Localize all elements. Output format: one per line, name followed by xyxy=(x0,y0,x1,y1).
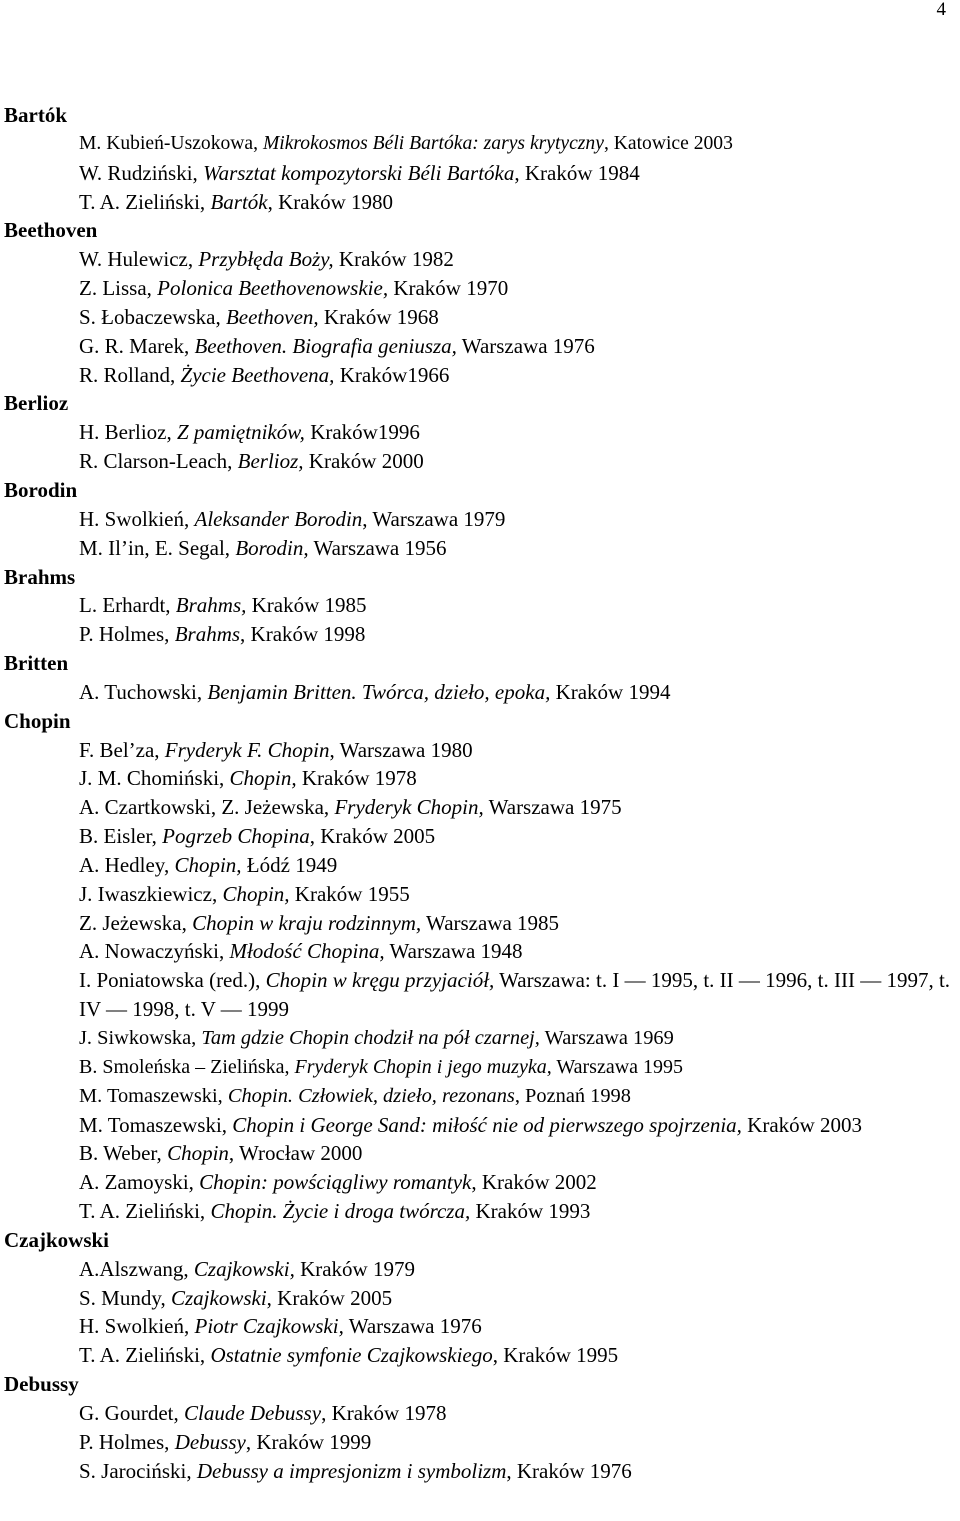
entry-author: A. Nowaczyński, xyxy=(79,939,230,964)
bib-entry xyxy=(0,245,960,274)
bib-entry xyxy=(0,159,960,188)
entry-title: Czajkowski, xyxy=(193,1256,295,1281)
section-heading: Czajkowski xyxy=(4,1227,110,1252)
entry-place: Kraków 1955 xyxy=(289,881,410,906)
bib-entry xyxy=(0,1197,960,1226)
entry-author: L. Erhardt, xyxy=(79,593,176,618)
entry-author: W. Rudziński, xyxy=(79,160,204,185)
bib-entry xyxy=(0,620,960,649)
bibliography xyxy=(0,101,960,1486)
entry-place: Kraków 1970 xyxy=(388,276,509,301)
bib-entry xyxy=(0,1053,960,1082)
bib-entry xyxy=(0,678,960,707)
bib-entry xyxy=(0,332,960,361)
bib-entry xyxy=(0,1341,960,1370)
section-heading: Britten xyxy=(4,651,69,676)
entry-author: H. Swolkień, xyxy=(79,1314,195,1339)
bib-entry xyxy=(0,130,960,159)
entry-title: Borodin, xyxy=(235,535,309,560)
entry-place: Kraków 2003 xyxy=(741,1112,863,1137)
bib-entry xyxy=(0,418,960,447)
section-heading: Borodin xyxy=(4,477,78,502)
bib-entry xyxy=(0,447,960,476)
bib-entry xyxy=(0,880,960,909)
entry-title: Benjamin Britten. Twórca, dzieło, epoka, xyxy=(207,679,551,704)
entry-place: , Kraków 1998 xyxy=(240,622,366,647)
entry-title: Przybłęda Boży, xyxy=(198,247,334,272)
entry-place: Warszawa: t. I — 1995, t. II — 1996, t. III — 1997, t. IV — 1998, t. V — 1999 xyxy=(79,968,951,1022)
entry-author: S. Jarociński, xyxy=(79,1458,197,1483)
entry-place: Kraków 1994 xyxy=(550,679,671,704)
entry-author: I. Poniatowska (red.), xyxy=(79,968,266,993)
entry-author: H. Swolkień, xyxy=(79,506,195,531)
entry-title: Życie Beethovena, xyxy=(180,362,335,387)
bib-entry xyxy=(0,764,960,793)
section-heading: Chopin xyxy=(4,708,71,733)
entry-title: Chopin, xyxy=(229,766,297,791)
entry-title: Debussy a impresjonizm i symbolizm xyxy=(196,1458,507,1483)
entry-place: , Kraków 2002 xyxy=(471,1170,597,1195)
entry-place: Kraków 1979 xyxy=(294,1256,415,1281)
bib-entry xyxy=(0,1284,960,1313)
entry-place: Kraków 1978 xyxy=(296,766,417,791)
entry-author: M. Kubień-Uszokowa, xyxy=(79,132,263,154)
section-heading: Berlioz xyxy=(4,391,69,416)
entry-title: Piotr Czajkowski, xyxy=(194,1314,344,1339)
entry-title: Brahms xyxy=(174,622,241,647)
section-heading: Brahms xyxy=(4,564,76,589)
entry-author: B. Eisler, xyxy=(79,824,163,849)
entry-title: Chopin, xyxy=(222,881,290,906)
entry-title: Ostatnie symfonie Czajkowskiego xyxy=(210,1343,493,1368)
bib-entry xyxy=(0,1024,960,1053)
entry-author: J. Siwkowska, xyxy=(79,1027,202,1049)
entry-place: , Kraków 1984 xyxy=(514,160,640,185)
entry-place: , Kraków 1976 xyxy=(506,1458,632,1483)
bib-entry xyxy=(0,851,960,880)
bib-entry xyxy=(0,1082,960,1111)
entry-place: Warszawa 1976 xyxy=(456,333,595,358)
bib-entry xyxy=(0,1168,960,1197)
entry-title: Bartók xyxy=(210,189,268,214)
entry-author: A. Zamoyski, xyxy=(79,1170,200,1195)
entry-title: Fryderyk F. Chopin xyxy=(164,737,330,762)
entry-title: Mikrokosmos Béli Bartóka: zarys krytyczny xyxy=(262,132,604,154)
bib-entry xyxy=(0,534,960,563)
entry-place: Warszawa 1976 xyxy=(343,1314,482,1339)
bib-entry xyxy=(0,793,960,822)
bib-entry xyxy=(0,1312,960,1341)
entry-author: A. Tuchowski, xyxy=(79,679,208,704)
bib-entry xyxy=(0,1255,960,1284)
entry-title: Młodość Chopina, xyxy=(229,939,385,964)
bib-entry xyxy=(0,736,960,765)
entry-title: Brahms, xyxy=(175,593,247,618)
entry-author: T. A. Zieliński, xyxy=(79,189,211,214)
entry-author: M. Tomaszewski, xyxy=(79,1112,233,1137)
entry-title: Warsztat kompozytorski Béli Bartóka xyxy=(203,160,515,185)
entry-title: Claude Debussy xyxy=(183,1400,322,1425)
entry-author: M. Tomaszewski, xyxy=(79,1084,228,1107)
bib-entry xyxy=(0,1428,960,1457)
entry-title: Debussy xyxy=(174,1429,246,1454)
bib-entry xyxy=(0,274,960,303)
entry-author: Z. Lissa, xyxy=(79,276,158,301)
entry-author: W. Hulewicz, xyxy=(79,247,199,272)
entry-place: , Kraków 1978 xyxy=(321,1400,447,1425)
bib-entry xyxy=(0,1139,960,1168)
entry-place: Kraków1996 xyxy=(304,420,420,445)
bib-entry xyxy=(0,909,960,938)
entry-place: , Kraków 1999 xyxy=(245,1429,372,1454)
section-heading: Debussy xyxy=(4,1372,79,1397)
entry-place: Warszawa 1969 xyxy=(539,1027,674,1049)
bib-entry xyxy=(0,591,960,620)
entry-author: A. Czartkowski, Z. Jeżewska, xyxy=(79,795,335,820)
entry-author: S. Łobaczewska, xyxy=(79,304,226,329)
entry-title: Fryderyk Chopin i jego muzyka, xyxy=(294,1055,552,1078)
entry-place: Kraków 1982 xyxy=(333,247,454,272)
entry-author: H. Berlioz, xyxy=(79,420,177,445)
entry-author: G. R. Marek, xyxy=(79,333,195,358)
entry-title: Z pamiętników, xyxy=(176,420,305,445)
entry-title: Chopin w kraju rodzinnym, xyxy=(192,910,422,935)
entry-title: Pogrzeb Chopina xyxy=(162,824,310,849)
entry-place: Warszawa 1995 xyxy=(551,1055,684,1078)
entry-author: S. Mundy, xyxy=(79,1285,171,1310)
entry-place: Warszawa 1975 xyxy=(483,795,622,820)
entry-author: R. Clarson-Leach, xyxy=(79,449,238,474)
entry-title: Chopin i George Sand: miłość nie od pierwszego spojrzenia, xyxy=(232,1112,742,1137)
entry-title: Tam gdzie Chopin chodził na pół czarnej, xyxy=(201,1027,540,1049)
entry-title: Chopin. Człowiek, dzieło, rezonans xyxy=(227,1084,515,1107)
bib-entry xyxy=(0,188,960,217)
bib-entry xyxy=(0,303,960,332)
entry-title: Fryderyk Chopin, xyxy=(334,795,484,820)
entry-place: , Warszawa 1979 xyxy=(362,506,506,531)
entry-author: T. A. Zieliński, xyxy=(79,1343,211,1368)
bib-entry xyxy=(0,1457,960,1486)
entry-title: Chopin w kręgu przyjaciół, xyxy=(265,968,495,993)
entry-author: A. Hedley, xyxy=(79,852,175,877)
entry-title: Beethoven. Biografia geniusza, xyxy=(194,333,457,358)
entry-author: M. Il’in, E. Segal, xyxy=(79,535,236,560)
entry-author: B. Weber, xyxy=(79,1141,168,1166)
section-heading: Beethoven xyxy=(4,218,98,243)
entry-title: Berlioz, xyxy=(237,449,304,474)
entry-title: Chopin, xyxy=(174,852,242,877)
bib-entry xyxy=(0,937,960,966)
page-number: 4 xyxy=(936,0,946,20)
entry-author: P. Holmes, xyxy=(79,622,175,647)
entry-title: Chopin xyxy=(167,1141,229,1166)
bib-entry xyxy=(0,822,960,851)
section-heading: Bartók xyxy=(4,103,67,127)
entry-author: G. Gourdet, xyxy=(79,1400,184,1425)
entry-title: Chopin. Życie i droga twórcza, xyxy=(210,1199,471,1224)
entry-author: J. Iwaszkiewicz, xyxy=(79,881,223,906)
bib-entry xyxy=(0,1399,960,1428)
entry-place: , Kraków 1980 xyxy=(267,189,393,214)
entry-title: Chopin: powściągliwy romantyk xyxy=(199,1170,472,1195)
entry-place: Kraków 1968 xyxy=(318,304,439,329)
entry-place: , Kraków 2005 xyxy=(309,824,436,849)
entry-place: Warszawa 1948 xyxy=(384,939,523,964)
entry-title: Czajkowski xyxy=(171,1285,267,1310)
entry-author: F. Bel’za, xyxy=(79,737,165,762)
bib-entry xyxy=(0,361,960,390)
entry-place: , Kraków 1995 xyxy=(492,1343,619,1368)
entry-author: T. A. Zieliński, xyxy=(79,1199,211,1224)
entry-author: Z. Jeżewska, xyxy=(79,910,193,935)
entry-place: Kraków 2000 xyxy=(303,449,424,474)
entry-place: , Poznań 1998 xyxy=(514,1084,631,1107)
entry-place: , Wrocław 2000 xyxy=(228,1141,363,1166)
entry-title: Beethoven, xyxy=(225,304,319,329)
entry-author: P. Holmes, xyxy=(79,1429,175,1454)
entry-author: B. Smoleńska – Zielińska, xyxy=(79,1055,295,1078)
entry-place: Łódź 1949 xyxy=(241,852,338,877)
entry-author: J. M. Chomiński, xyxy=(79,766,230,791)
entry-author: R. Rolland, xyxy=(79,362,181,387)
entry-title: Polonica Beethovenowskie, xyxy=(157,276,389,301)
entry-place: , Warszawa 1980 xyxy=(329,737,473,762)
bib-entry xyxy=(0,505,960,534)
entry-author: A.Alszwang, xyxy=(79,1256,194,1281)
bib-entry xyxy=(0,966,960,1024)
entry-place: Kraków 1985 xyxy=(246,593,367,618)
entry-place: Kraków1966 xyxy=(334,362,450,387)
entry-place: Warszawa 1985 xyxy=(421,910,560,935)
entry-title: Aleksander Borodin xyxy=(194,506,363,531)
entry-place: , Kraków 2005 xyxy=(266,1285,393,1310)
bib-entry xyxy=(0,1111,960,1140)
entry-place: Kraków 1993 xyxy=(470,1199,591,1224)
entry-place: Warszawa 1956 xyxy=(308,535,447,560)
entry-place: , Katowice 2003 xyxy=(603,132,733,154)
